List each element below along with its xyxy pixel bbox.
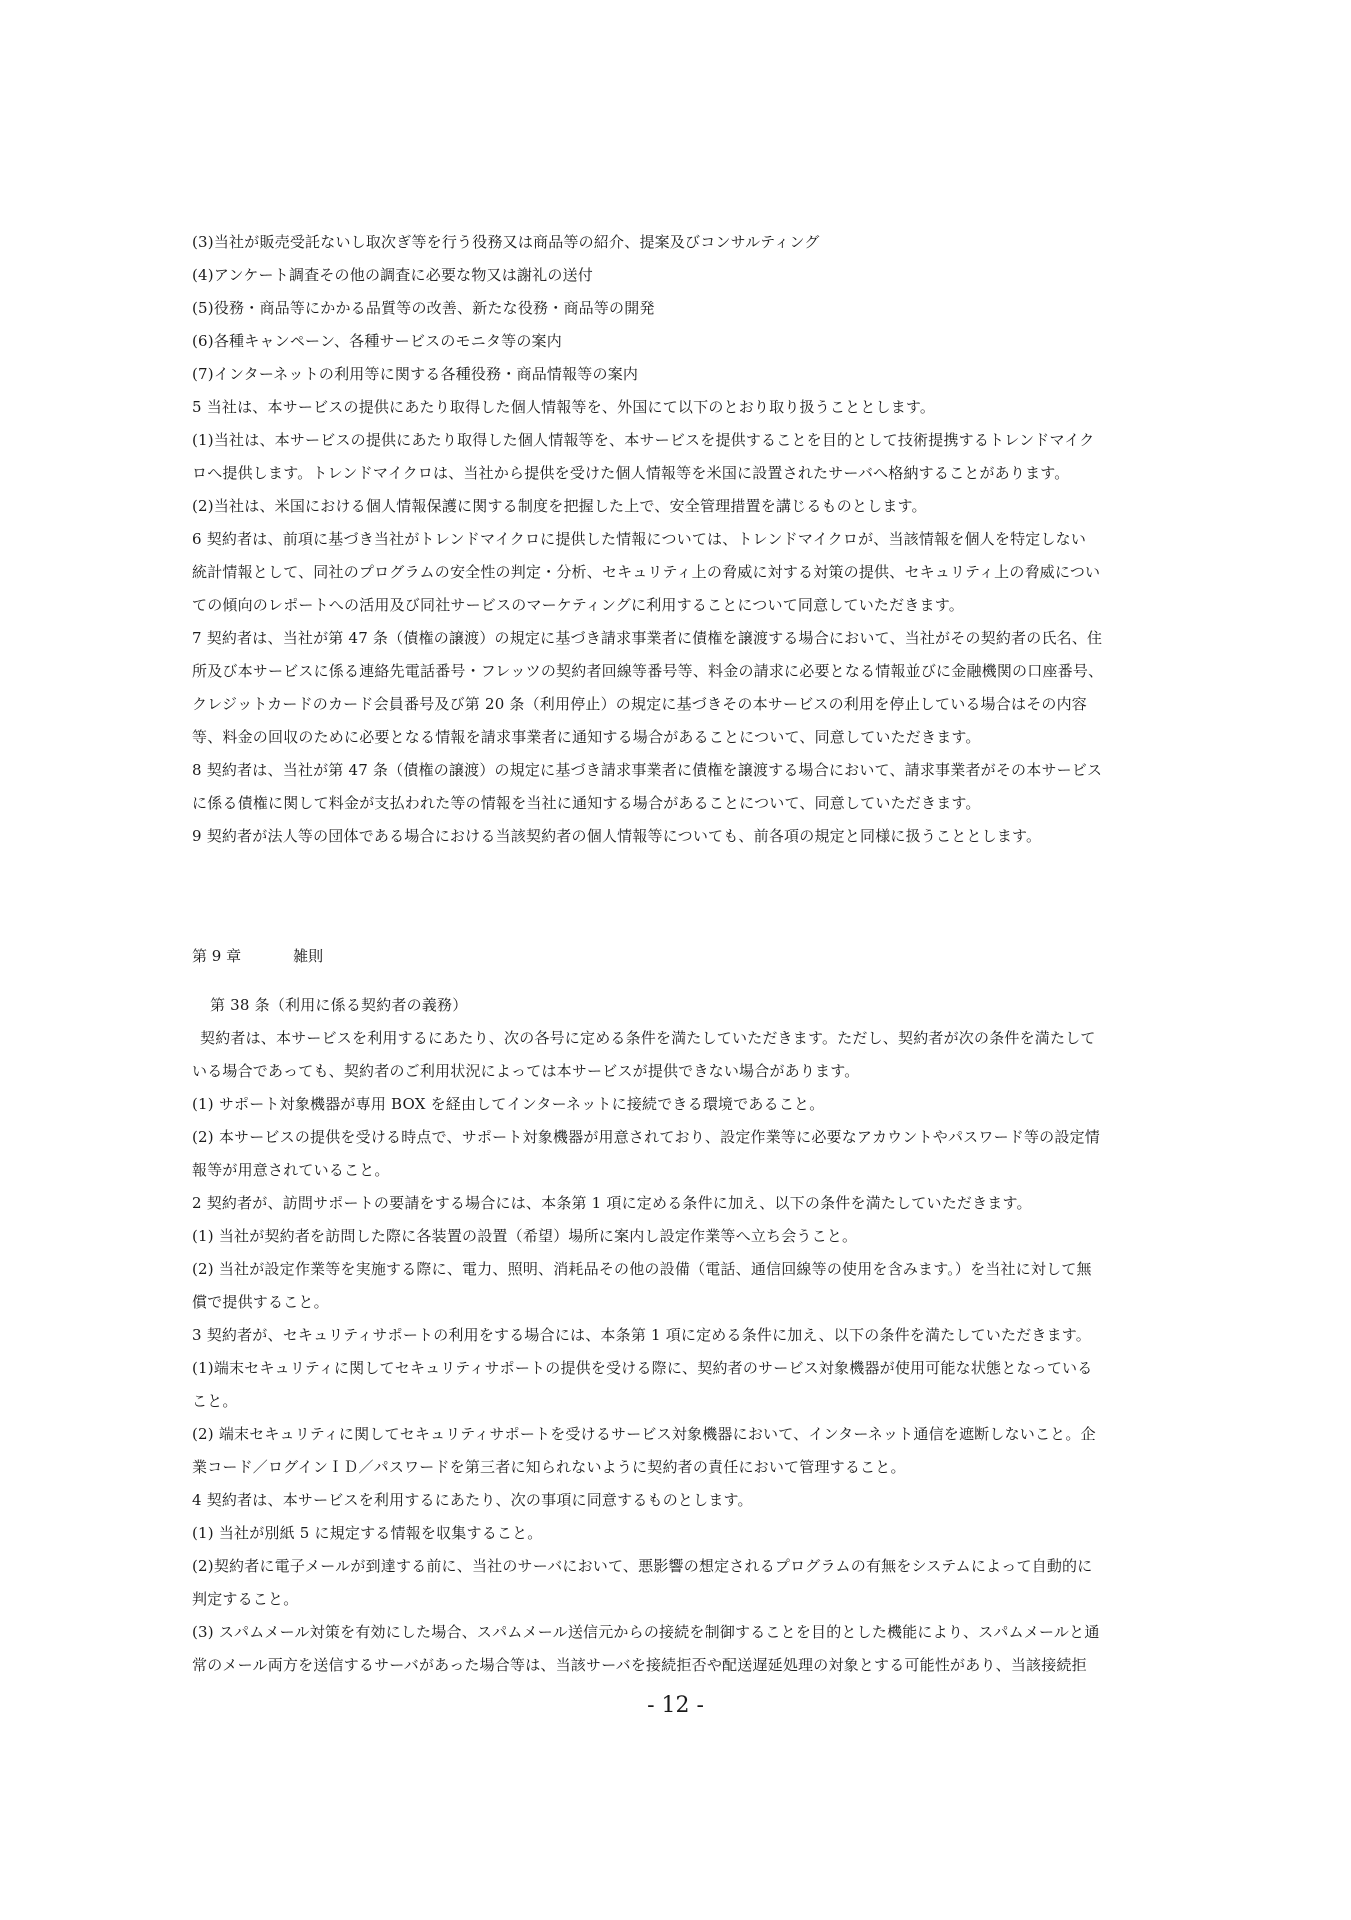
text-line: 償で提供すること。 xyxy=(192,1293,329,1311)
text-line: に係る債権に関して料金が支払われた等の情報を当社に通知する場合があることについて、同意していただきます。 xyxy=(192,794,981,812)
text-line: (6)各種キャンペーン、各種サービスのモニタ等の案内 xyxy=(192,332,562,350)
text-line: (4)アンケート調査その他の調査に必要な物又は謝礼の送付 xyxy=(192,266,593,284)
text-line: (1)端末セキュリティに関してセキュリティサポートの提供を受ける際に、契約者のサービス対象機器が使用可能な状態となっている xyxy=(192,1359,1093,1377)
text-line: ロへ提供します。トレンドマイクロは、当社から提供を受けた個人情報等を米国に設置されたサーバへ格納することがあります。 xyxy=(192,464,1070,482)
text-line: (1) 当社が契約者を訪問した際に各装置の設置（希望）場所に案内し設定作業等へ立ち会うこと。 xyxy=(192,1227,858,1245)
privacy-clause-section xyxy=(192,226,1164,853)
text-line: (3) スパムメール対策を有効にした場合、スパムメール送信元からの接続を制御することを目的とした機能により、スパムメールと通 xyxy=(192,1623,1100,1641)
text-line: (2) 当社が設定作業等を実施する際に、電力、照明、消耗品その他の設備（電話、通信回線等の使用を含みます。）を当社に対して無 xyxy=(192,1260,1092,1278)
text-line: こと。 xyxy=(192,1392,238,1410)
chapter-number: 第 9 章 xyxy=(192,947,242,965)
text-line: (1)当社は、本サービスの提供にあたり取得した個人情報等を、本サービスを提供することを目的として技術提携するトレンドマイク xyxy=(192,431,1095,449)
text-line: 等、料金の回収のために必要となる情報を請求事業者に通知する場合があることについて、同意していただきます。 xyxy=(192,728,981,746)
text-line: 9 契約者が法人等の団体である場合における当該契約者の個人情報等についても、前各項の規定と同様に扱うこととします。 xyxy=(192,827,1042,845)
text-line: 2 契約者が、訪問サポートの要請をする場合には、本条第 1 項に定める条件に加え、以下の条件を満たしていただきます。 xyxy=(192,1194,1032,1212)
text-line: 3 契約者が、セキュリティサポートの利用をする場合には、本条第 1 項に定める条件に加え、以下の条件を満たしていただきます。 xyxy=(192,1326,1091,1344)
text-line: 4 契約者は、本サービスを利用するにあたり、次の事項に同意するものとします。 xyxy=(192,1491,753,1509)
page-number: - 12 - xyxy=(647,1693,704,1718)
text-line: 報等が用意されていること。 xyxy=(192,1161,390,1179)
text-line: (2)当社は、米国における個人情報保護に関する制度を把握した上で、安全管理措置を講じるものとします。 xyxy=(192,497,927,515)
chapter-title: 雑則 xyxy=(293,947,324,965)
text-line: 契約者は、本サービスを利用するにあたり、次の各号に定める条件を満たしていただきます。ただし、契約者が次の条件を満たして xyxy=(200,1029,1096,1047)
text-line: (2)契約者に電子メールが到達する前に、当社のサーバにおいて、悪影響の想定されるプログラムの有無をシステムによって自動的に xyxy=(192,1557,1093,1575)
text-line: 所及び本サービスに係る連絡先電話番号・フレッツの契約者回線等番号等、料金の請求に必要となる情報並びに金融機関の口座番号、 xyxy=(192,662,1104,680)
text-line: 業コード／ログインＩＤ／パスワードを第三者に知られないように契約者の責任において管理すること。 xyxy=(192,1458,906,1476)
text-line: (1) サポート対象機器が専用 BOX を経由してインターネットに接続できる環境であること。 xyxy=(192,1095,825,1113)
text-line: 8 契約者は、当社が第 47 条（債権の譲渡）の規定に基づき請求事業者に債権を譲渡する場合において、請求事業者がその本サービス xyxy=(192,761,1103,779)
text-line: (7)インターネットの利用等に関する各種役務・商品情報等の案内 xyxy=(192,365,639,383)
text-line: ての傾向のレポートへの活用及び同社サービスのマーケティングに利用することについて同意していただきます。 xyxy=(192,596,964,614)
text-line: 5 当社は、本サービスの提供にあたり取得した個人情報等を、外国にて以下のとおり取り扱うこととします。 xyxy=(192,398,936,416)
text-line: 6 契約者は、前項に基づき当社がトレンドマイクロに提供した情報については、トレンドマイクロが、当該情報を個人を特定しない xyxy=(192,530,1087,548)
chapter-heading xyxy=(192,940,323,973)
text-line: 7 契約者は、当社が第 47 条（債権の譲渡）の規定に基づき請求事業者に債権を譲渡する場合において、当社がその契約者の氏名、住 xyxy=(192,629,1103,647)
text-line: いる場合であっても、契約者のご利用状況によっては本サービスが提供できない場合があります。 xyxy=(192,1062,860,1080)
text-line: クレジットカードのカード会員番号及び第 20 条（利用停止）の規定に基づきその本サービスの利用を停止している場合はその内容 xyxy=(192,695,1088,713)
article-38-section xyxy=(192,989,1164,1682)
text-line: (2) 本サービスの提供を受ける時点で、サポート対象機器が用意されており、設定作業等に必要なアカウントやパスワード等の設定情 xyxy=(192,1128,1100,1146)
text-line: 判定すること。 xyxy=(192,1590,299,1608)
text-line: (2) 端末セキュリティに関してセキュリティサポートを受けるサービス対象機器において、インターネット通信を遮断しないこと。企 xyxy=(192,1425,1096,1443)
text-line: 統計情報として、同社のプログラムの安全性の判定・分析、セキュリティ上の脅威に対する対策の提供、セキュリティ上の脅威につい xyxy=(192,563,1101,581)
text-line: (1) 当社が別紙 5 に規定する情報を収集すること。 xyxy=(192,1524,543,1542)
text-line: (3)当社が販売受託ないし取次ぎ等を行う役務又は商品等の紹介、提案及びコンサルティング xyxy=(192,233,820,251)
text-line: 常のメール両方を送信するサーバがあった場合等は、当該サーバを接続拒否や配送遅延処理の対象とする可能性があり、当該接続拒 xyxy=(192,1656,1087,1674)
article-heading: 第 38 条（利用に係る契約者の義務） xyxy=(210,996,468,1014)
text-line: (5)役務・商品等にかかる品質等の改善、新たな役務・商品等の開発 xyxy=(192,299,655,317)
